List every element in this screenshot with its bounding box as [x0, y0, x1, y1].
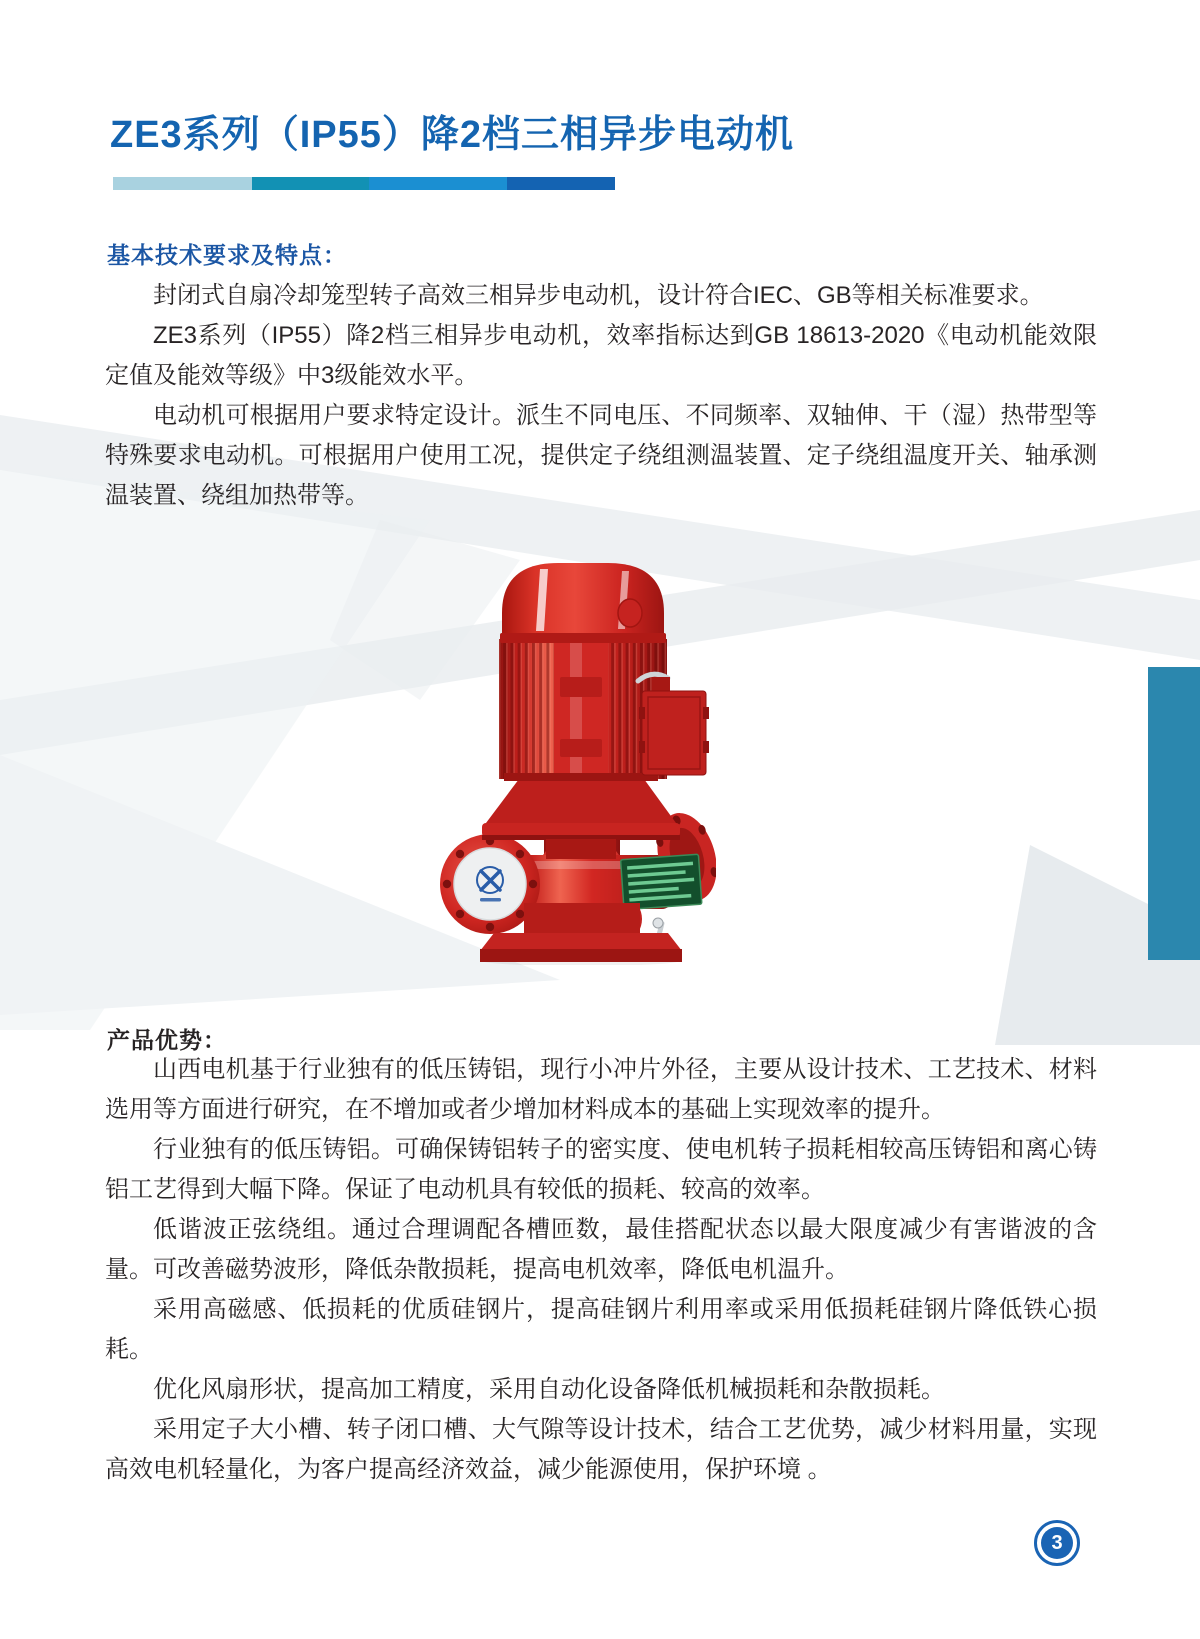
paragraph: 优化风扇形状，提高加工精度，采用自动化设备降低机械损耗和杂散损耗。 — [153, 1376, 945, 1403]
terminal-junction-box — [639, 677, 709, 775]
product-nameplate — [621, 854, 702, 909]
page-title: ZE3系列（IP55）降2档三相异步电动机 — [110, 114, 794, 156]
product-image-fire-pump — [424, 527, 716, 965]
paragraph: 采用高磁感、低损耗的优质硅钢片，提高硅钢片利用率或采用低损耗硅钢片降低铁心损耗。 — [105, 1296, 1097, 1363]
paragraph: 采用定子大小槽、转子闭口槽、大气隙等设计技术，结合工艺优势，减少材料用量，实现高效电机轻量化，为客户提高经济效益，减少能源使用，保护环境 。 — [105, 1416, 1097, 1483]
section-heading-technical-requirements: 基本技术要求及特点： — [107, 242, 347, 268]
section-heading-product-advantages: 产品优势： — [107, 1027, 227, 1053]
right-accent-bar — [1148, 667, 1200, 960]
paragraph: 封闭式自扇冷却笼型转子高效三相异步电动机，设计符合IEC、GB等相关标准要求。 — [153, 282, 1044, 309]
underline-segment-4 — [507, 177, 615, 190]
fire-pump-illustration — [424, 527, 716, 965]
paragraph: 山西电机基于行业独有的低压铸铝，现行小冲片外径，主要从设计技术、工艺技术、材料选用等方面进行研究，在不增加或者少增加材料成本的基础上实现效率的提升。 — [105, 1056, 1097, 1123]
underline-segment-1 — [113, 177, 252, 190]
paragraph: 电动机可根据用户要求特定设计。派生不同电压、不同频率、双轴伸、干（湿）热带型等特殊要求电动机。可根据用户使用工况，提供定子绕组测温装置、定子绕组温度开关、轴承测温装置、绕组加热带等。 — [105, 402, 1097, 509]
paragraph: ZE3系列（IP55）降2档三相异步电动机，效率指标达到GB 18613-2020《电动机能效限定值及能效等级》中3级能效水平。 — [105, 322, 1097, 389]
page-number: 3 — [1041, 1527, 1073, 1559]
section-body-product-advantages — [105, 1050, 1097, 1490]
title-underline-bar — [113, 177, 615, 190]
paragraph: 低谐波正弦绕组。通过合理调配各槽匝数，最佳搭配状态以最大限度减少有害谐波的含量。可改善磁势波形，降低杂散损耗，提高电机效率，降低电机温升。 — [105, 1216, 1097, 1283]
motor-fan-cover — [500, 563, 666, 643]
underline-segment-3 — [369, 177, 507, 190]
underline-segment-2 — [252, 177, 369, 190]
page-number-badge — [1034, 1520, 1080, 1566]
section-body-technical-requirements — [105, 276, 1097, 516]
paragraph: 行业独有的低压铸铝。可确保铸铝转子的密实度、使电机转子损耗相较高压铸铝和离心铸铝工艺得到大幅下降。保证了电动机具有较低的损耗、较高的效率。 — [105, 1136, 1097, 1203]
